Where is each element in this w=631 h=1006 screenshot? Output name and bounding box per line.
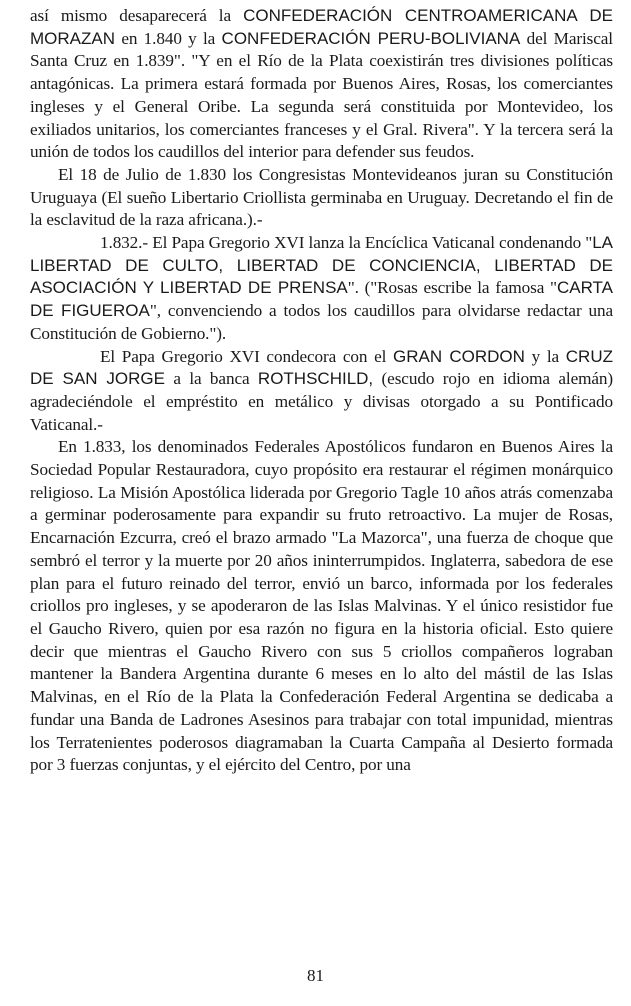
emphasized-text: CARTA DE FIGUEROA bbox=[30, 278, 613, 321]
text-run: así mismo desaparecerá la bbox=[30, 6, 244, 25]
text-run: ". ("Rosas escribe la famosa " bbox=[347, 278, 557, 298]
emphasized-text: CRUZ DE SAN JORGE bbox=[30, 346, 613, 389]
emphasized-text: ROTHSCHILD, bbox=[257, 369, 374, 389]
emphasized-text: CONFEDERACIÓN PERU-BOLIVIANA bbox=[221, 28, 521, 48]
emphasized-text: GRAN CORDON bbox=[393, 346, 525, 366]
paragraph bbox=[30, 346, 613, 437]
paragraph bbox=[30, 5, 613, 164]
text-run: 1.832.- El Papa Gregorio XVI lanza la Encíclica Vaticanal condenando " bbox=[100, 233, 593, 253]
text-run: (escudo rojo en idioma alemán) agradeciéndole el empréstito en metálico y divisas otorgado a su Pontificado Vaticanal.- bbox=[30, 369, 614, 434]
emphasized-text: CONFEDERACIÓN CENTROAMERICANA DE MORAZAN bbox=[30, 6, 613, 48]
page-number: 81 bbox=[307, 966, 324, 985]
body-text bbox=[30, 5, 613, 777]
paragraph bbox=[30, 232, 613, 346]
text-run: a la banca bbox=[165, 369, 258, 389]
paragraph bbox=[30, 164, 613, 232]
text-run: del Mariscal Santa Cruz en 1.839". "Y en el Río de la Plata coexistirán tres divisiones políticas antagónicas. La primera estará formada por Buenos Aires, Rosas, los comerciantes ingleses y el General Oribe. La segunda será constituida por Montevideo, los exiliados unitarios, los comerciantes franceses y el Gral. Rivera". Y la tercera será la unión de todos los caudillos del interior para defender sus feudos. bbox=[30, 28, 613, 162]
text-run: El 18 de Julio de 1.830 los Congresistas Montevideanos juran su Constitución Uruguaya (El sueño Libertario Criollista germinaba en Uruguay. Decretando el fin de la esclavitud de la raza africana.).- bbox=[30, 164, 613, 230]
text-run: y la bbox=[524, 346, 566, 366]
text-run: en 1.840 y la bbox=[115, 28, 222, 48]
emphasized-text: LA LIBERTAD DE CULTO, LIBERTAD DE CONCIENCIA, LIBERTAD DE ASOCIACIÓN Y LIBERTAD DE PRENSA bbox=[30, 233, 614, 298]
text-run: El Papa Gregorio XVI condecora con el bbox=[100, 346, 394, 366]
paragraph bbox=[30, 436, 613, 777]
text-run: En 1.833, los denominados Federales Apostólicos fundaron en Buenos Aires la Sociedad Popular Restauradora, cuyo propósito era restaurar el régimen monárquico religioso. La Misión Apostólica liderada por Gregorio Tagle 10 años atrás comenzaba a germinar poderosamente para expandir su fruto retroactivo. La mujer de Rosas, Encarnación Ezcurra, creó el brazo armado "La Mazorca", una fuerza de choque que sembró el terror y la muerte por 20 años ininterrumpidos. Inglaterra, sabedora de ese plan para el futuro reinado del terror, envió un barco, informada por los federales criollos pro ingleses, y se apoderaron de las Islas Malvinas. Y el único resistidor fue el Gaucho Rivero, quien por esa razón no figura en la historia oficial. Esto quiere decir que mientras el Gaucho Rivero con sus 5 criollos compañeros lograban mantener la Bandera Argentina durante 6 meses en lo alto del mástil de las Islas Malvinas, en el Río de la Plata la Confederación Federal Argentina se dedicaba a fundar una Banda de Ladrones Asesinos para trabajar con total impunidad, mientras los Terratenientes poderosos diagramaban la Cuarta Campaña al Desierto formada por 3 fuerzas conjuntas, y el ejército del Centro, por una bbox=[30, 437, 613, 775]
text-run: ", convenciendo a todos los caudillos para olvidarse redactar una Constitución de Gobierno."). bbox=[30, 301, 614, 343]
